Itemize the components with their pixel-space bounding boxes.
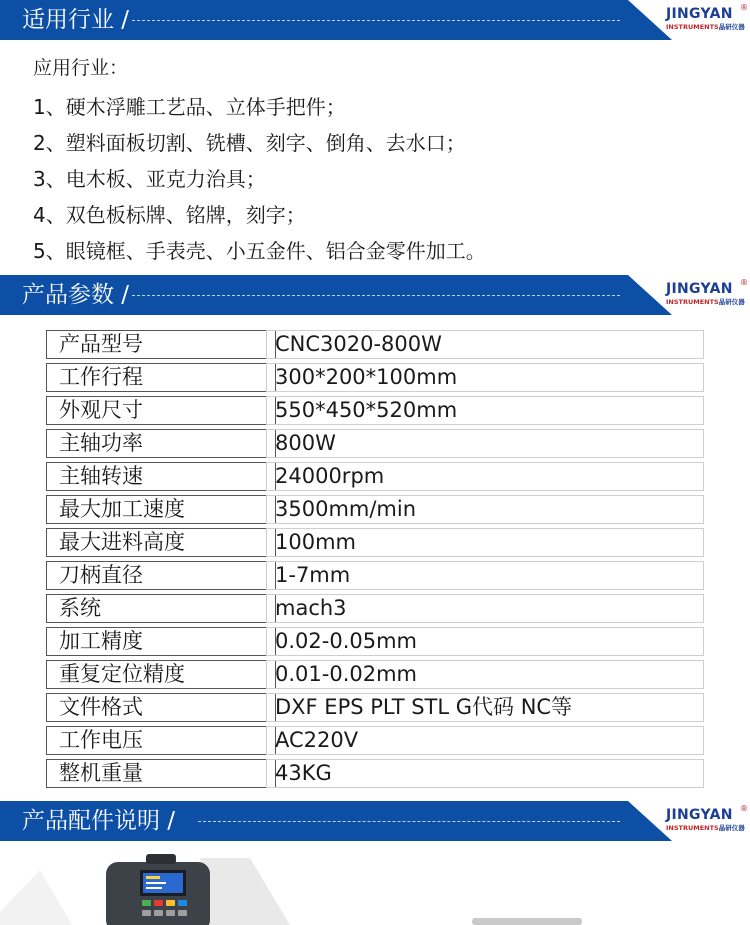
industry-item: 2、塑料面板切割、铣槽、刻字、倒角、去水口； [33,131,466,155]
param-value: 43KG [266,759,704,788]
param-key: 最大加工速度 [46,495,276,524]
param-key: 工作行程 [46,363,276,392]
section-banner-params [0,275,750,315]
controller-key [142,900,151,906]
logo-reg-mark: ® [740,3,748,12]
controller-cable-port [146,854,176,864]
jingyan-logo [666,804,748,837]
industry-item: 3、电木板、亚克力治具； [33,167,266,191]
screen-text [146,882,166,884]
param-row [46,660,708,689]
logo-brand: JINGYAN [666,807,733,823]
param-row [46,528,708,557]
logo-brand: JINGYAN [666,6,733,22]
section-title-params: 产品参数 / [22,282,130,308]
param-key: 主轴转速 [46,462,276,491]
controller-key [178,910,187,916]
jingyan-logo [666,3,748,36]
controller-key [154,910,163,916]
jingyan-logo [666,278,748,311]
section-banner-accessories [0,801,750,841]
logo-sub-cn: 晶研仪器 [718,298,745,306]
controller-key [166,900,175,906]
screen-text [146,887,162,889]
param-key: 工作电压 [46,726,276,755]
section-title-industry: 适用行业 / [22,7,130,33]
logo-sub-en: INSTRUMENTS [666,23,719,31]
param-key: 最大进料高度 [46,528,276,557]
param-value: mach3 [266,594,704,623]
logo-sub-en: INSTRUMENTS [666,298,719,306]
param-value: 550*450*520mm [266,396,704,425]
controller-key [178,900,187,906]
banner-dashed-rule [132,295,620,296]
param-row [46,429,708,458]
param-value: 3500mm/min [266,495,704,524]
param-row [46,726,708,755]
logo-reg-mark: ® [740,804,748,813]
param-key: 重复定位精度 [46,660,276,689]
logo-subtitle [666,298,745,306]
param-key: 加工精度 [46,627,276,656]
screen-text [146,876,160,879]
controller-key [142,910,151,916]
param-key: 刀柄直径 [46,561,276,590]
param-key: 主轴功率 [46,429,276,458]
logo-sub-cn: 晶研仪器 [718,23,745,31]
logo-subtitle [666,824,745,832]
logo-subtitle [666,23,745,31]
accessory-photo [0,840,750,925]
param-row [46,462,708,491]
accessory-part-edge [472,918,582,925]
param-value: 300*200*100mm [266,363,704,392]
param-row [46,594,708,623]
industry-item: 1、硬木浮雕工艺品、立体手把件； [33,95,346,119]
param-key: 外观尺寸 [46,396,276,425]
param-table [46,330,708,792]
logo-reg-mark: ® [740,278,748,287]
industry-list [33,55,486,269]
controller-key [154,900,163,906]
param-row [46,693,708,722]
section-banner-industry [0,0,750,40]
industry-item: 5、眼镜框、手表壳、小五金件、铝合金零件加工。 [33,239,486,263]
industry-heading: 应用行业： [33,57,129,79]
photo-shadow [200,858,290,925]
banner-dashed-rule [198,821,620,822]
section-title-accessories: 产品配件说明 / [22,808,176,834]
param-value: CNC3020-800W [266,330,704,359]
controller-key [166,910,175,916]
param-row [46,759,708,788]
param-row [46,561,708,590]
param-key: 产品型号 [46,330,276,359]
param-key: 系统 [46,594,276,623]
param-value: 0.02-0.05mm [266,627,704,656]
banner-dashed-rule [132,20,620,21]
param-value: AC220V [266,726,704,755]
param-value: 24000rpm [266,462,704,491]
logo-brand: JINGYAN [666,281,733,297]
param-row [46,330,708,359]
param-value: 100mm [266,528,704,557]
photo-shadow [0,870,72,925]
param-key: 文件格式 [46,693,276,722]
param-value: 800W [266,429,704,458]
param-row [46,363,708,392]
logo-sub-cn: 晶研仪器 [718,824,745,832]
param-key: 整机重量 [46,759,276,788]
param-value: DXF EPS PLT STL G代码 NC等 [266,693,704,722]
industry-item: 4、双色板标牌、铭牌，刻字； [33,203,306,227]
logo-sub-en: INSTRUMENTS [666,824,719,832]
param-row [46,627,708,656]
param-value: 0.01-0.02mm [266,660,704,689]
param-row [46,495,708,524]
param-value: 1-7mm [266,561,704,590]
param-row [46,396,708,425]
